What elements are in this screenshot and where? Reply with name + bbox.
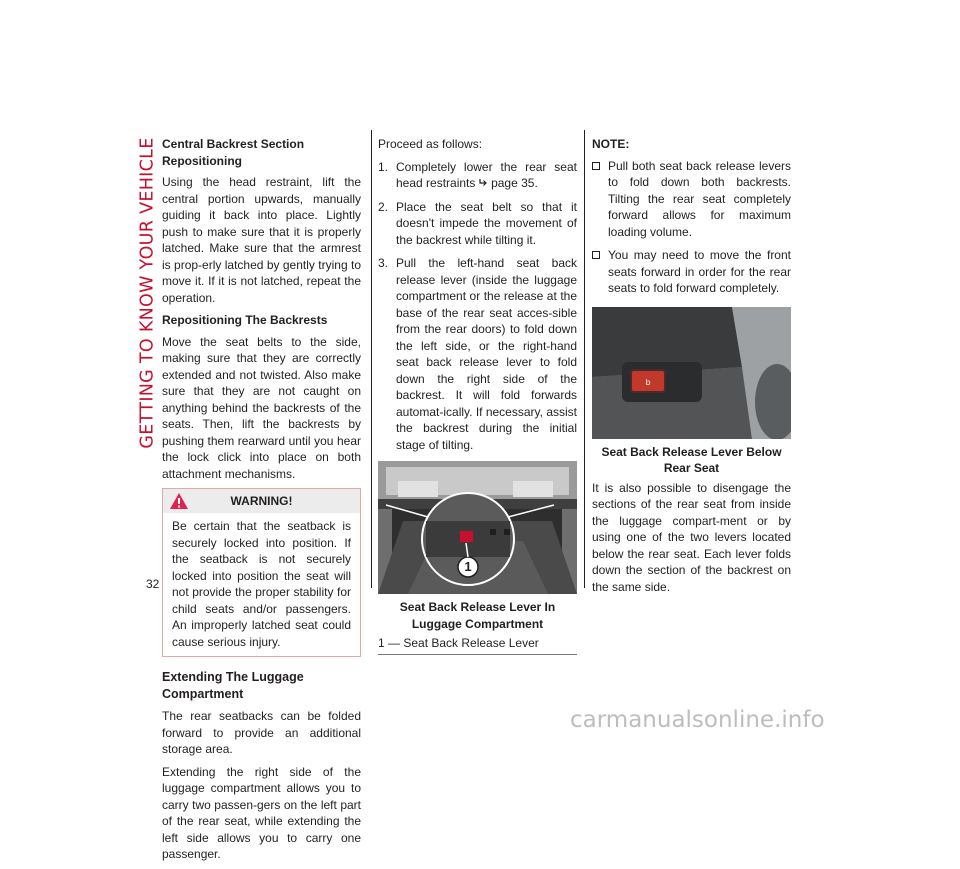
- column-divider-2: [584, 130, 585, 588]
- step-text: Completely lower the rear seat head restraints: [396, 159, 577, 190]
- luggage-compartment-photo: [378, 461, 577, 594]
- column-divider-1: [371, 130, 372, 588]
- chapter-side-title: [136, 130, 160, 455]
- rear-seat-lever-illustration: [592, 307, 791, 439]
- checkbox-bullet-icon: [592, 162, 600, 170]
- warning-header: [163, 489, 360, 513]
- page-reference-link[interactable]: [479, 176, 538, 190]
- step-item: [378, 255, 577, 453]
- luggage-compartment-illustration: [378, 461, 577, 594]
- heading-repositioning-backrests: Repositioning The Backrests: [162, 313, 328, 327]
- svg-text:b: b: [645, 377, 651, 387]
- column-1: [162, 136, 361, 869]
- step-text: Pull the left-hand seat back release lever (inside the luggage compartment or the release at the base of the rear seat acces-sible from the rear doors) to fold down the left side, or the right-hand seat back release lever to fold down the right side of the backrest. It will fold forwards automat-ically. If necessary, assist the backrest during the initial stage of tilting.: [396, 256, 577, 452]
- paragraph-extending-2: Extending the right side of the luggage compartment allows you to carry two passen-gers on the left part of the rear seat, while extending the left side allows you to carry one passenger.: [162, 764, 361, 861]
- heading-extending-luggage: Extending The Luggage Compartment: [162, 670, 304, 701]
- notes-list: [592, 158, 791, 297]
- watermark: carmanualsonline.info: [570, 707, 825, 733]
- paragraph-extending-1: The rear seatbacks can be folded forward to provide an additional storage area.: [162, 709, 361, 756]
- chapter-title-text: GETTING TO KNOW YOUR VEHICLE: [138, 136, 158, 449]
- paragraph-central-backrest: Using the head restraint, lift the central portion upwards, manually guiding it back into place. Lightly push to make sure that it is properly latched. Make sure that the armrest is prop-erly latched by gently trying to move it. If it is not latched, repeat the operation.: [162, 175, 361, 305]
- note-title: NOTE:: [592, 137, 630, 151]
- figure-caption-rear-seat: Seat Back Release Lever Below Rear Seat: [601, 444, 782, 475]
- note-text: You may need to move the front seats forward in order for the rear seats to fold forward completely.: [608, 248, 791, 295]
- step-text: Place the seat belt so that it doesn't impede the movement of the backrest while tilting it.: [396, 199, 577, 247]
- paragraph-disengage: It is also possible to disengage the sections of the rear seat from inside the luggage compart-ment or by using one of the two levers located below the rear seat. Each lever folds down the section of the backrest on the same side.: [592, 480, 791, 594]
- paragraph-repositioning-backrests: Move the seat belts to the side, making sure that they are correctly extended and not twisted. Also make sure that they are not caught on anything behind the backrests of the seats. Then, lift the backrests by pushing them rearward until you hear the lock click into place on both attachment mechanisms.: [162, 334, 361, 481]
- figure-legend: 1 — Seat Back Release Lever: [378, 635, 577, 655]
- note-item: [592, 247, 791, 297]
- step-number: 1.: [378, 159, 389, 174]
- warning-text: Be certain that the seatback is securely locked into position. If the seatback is not securely locked into position the seat will not provide the proper stability for child seats and/or passengers. An improperly latched seat could cause serious injury.: [172, 519, 351, 649]
- step-item: [378, 199, 577, 249]
- column-2: [378, 136, 577, 655]
- warning-triangle-icon: [169, 492, 189, 510]
- figure-callout-number: 1: [464, 559, 472, 574]
- note-text: Pull both seat back release levers to fold down both backrests. Tilting the rear seat completely forward allows for maximum loading volume.: [608, 158, 791, 239]
- step-number: 3.: [378, 256, 389, 270]
- rear-seat-lever-photo: [592, 307, 791, 439]
- step-item: [378, 159, 577, 192]
- figure-caption-luggage: Seat Back Release Lever In Luggage Compartment: [399, 600, 556, 631]
- checkbox-bullet-icon: [592, 251, 600, 259]
- warning-title: WARNING!: [230, 493, 293, 508]
- heading-central-backrest: Central Backrest Section Repositioning: [162, 137, 305, 168]
- column-3: [592, 136, 791, 601]
- paragraph-proceed: Proceed as follows:: [378, 137, 483, 151]
- note-item: [592, 158, 791, 241]
- step-number: 2.: [378, 199, 389, 214]
- page-number: 32: [146, 577, 160, 591]
- warning-box: [162, 488, 361, 657]
- page-reference-text: page 35.: [491, 176, 538, 190]
- steps-list: [378, 159, 577, 454]
- arrow-reference-icon: [479, 178, 488, 187]
